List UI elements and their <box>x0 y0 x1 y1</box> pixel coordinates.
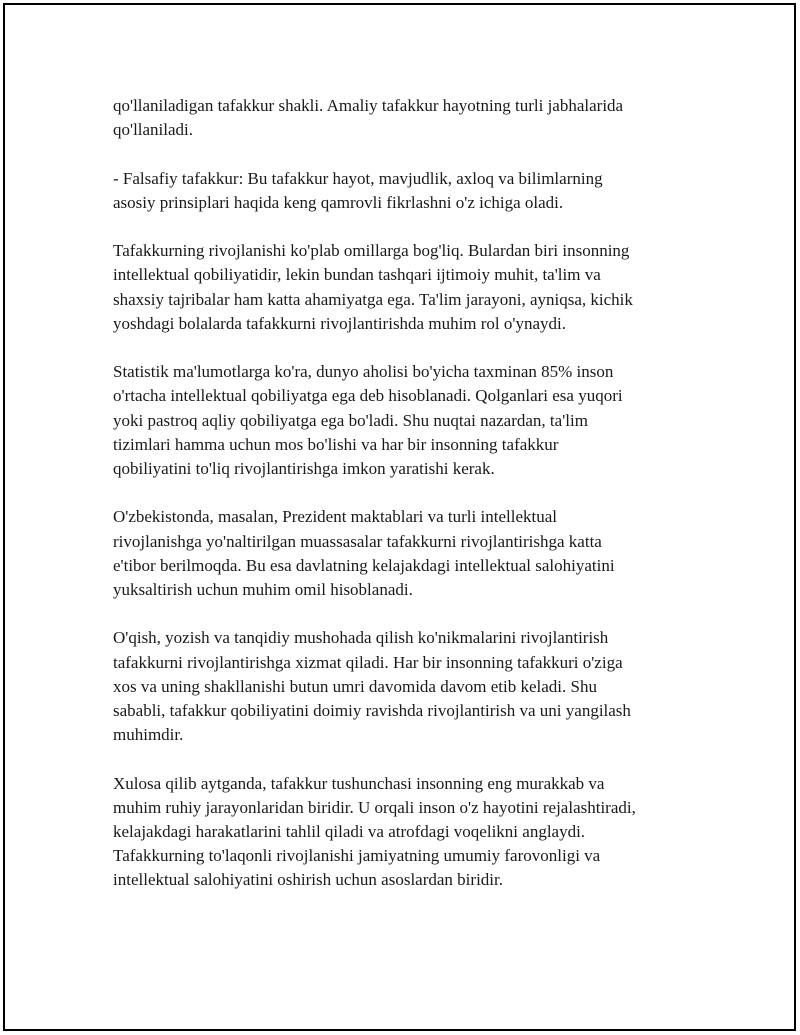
text-line: O'qish, yozish va tanqidiy mushohada qilish ko'nikmalarini rivojlantirish <box>113 628 609 648</box>
text-line: intellektual salohiyatini oshirish uchun asoslardan biridir. <box>113 870 503 890</box>
text-line: - Falsafiy tafakkur: Bu tafakkur hayot, mavjudlik, axloq va bilimlarning <box>113 168 603 188</box>
text-line: muhim ruhiy jarayonlaridan biridir. U orqali inson o'z hayotini rejalashtiradi, <box>113 797 636 817</box>
paragraph-6 <box>113 626 713 747</box>
text-line: rivojlanishga yo'naltirilgan muassasalar tafakkurni rivojlantirishga katta <box>113 531 602 551</box>
text-line: qobiliyatini to'liq rivojlantirishga imkon yaratishi kerak. <box>113 459 495 478</box>
paragraph-4 <box>113 360 713 481</box>
text-line: qo'llaniladi. <box>113 120 194 140</box>
text-line: tafakkurni rivojlantirishga xizmat qiladi. Har bir insonning tafakkuri o'ziga <box>113 652 623 672</box>
text-line: xos va uning shakllanishi butun umri davomida davom etib keladi. Shu <box>113 676 597 696</box>
text-line: e'tibor berilmoqda. Bu esa davlatning kelajakdagi intellektual salohiyatini <box>113 555 615 575</box>
paragraph-5 <box>113 505 713 602</box>
text-line: tizimlari hamma uchun mos bo'lishi va har bir insonning tafakkur <box>113 434 559 454</box>
paragraph-2 <box>113 167 713 215</box>
text-line: asosiy prinsiplari haqida keng qamrovli fikrlashni o'z ichiga oladi. <box>113 192 564 212</box>
text-line: yoshdagi bolalarda tafakkurni rivojlantirishda muhim rol o'ynaydi. <box>113 313 566 333</box>
text-line: o'rtacha intellektual qobiliyatga ega deb hisoblanadi. Qolganlari esa yuqori <box>113 386 623 406</box>
text-line: Statistik ma'lumotlarga ko'ra, dunyo aholisi bo'yicha taxminan 85% inson <box>113 362 614 382</box>
text-line: yoki pastroq aqliy qobiliyatga ega bo'ladi. Shu nuqtai nazardan, ta'lim <box>113 410 588 430</box>
text-line: Tafakkurning rivojlanishi ko'plab omillarga bog'liq. Bulardan biri insonning <box>113 241 630 261</box>
paragraph-7 <box>113 772 713 893</box>
text-line: Xulosa qilib aytganda, tafakkur tushunchasi insonning eng murakkab va <box>113 773 605 793</box>
text-line: intellektual qobiliyatidir, lekin bundan tashqari ijtimoiy muhit, ta'lim va <box>113 265 601 285</box>
text-line: O'zbekistonda, masalan, Prezident maktablari va turli intellektual <box>113 507 557 527</box>
paragraph-3 <box>113 239 713 336</box>
text-line: Tafakkurning to'laqonli rivojlanishi jamiyatning umumiy farovonligi va <box>113 846 601 866</box>
text-line: muhimdir. <box>113 725 184 745</box>
text-line: qo'llaniladigan tafakkur shakli. Amaliy tafakkur hayotning turli jabhalarida <box>113 96 624 115</box>
text-line: sababli, tafakkur qobiliyatini doimiy ravishda rivojlantirish va uni yangilash <box>113 701 631 720</box>
document-body <box>113 94 713 917</box>
text-line: kelajakdagi harakatlarini tahlil qiladi va atrofdagi voqelikni anglaydi. <box>113 822 586 841</box>
text-line: yuksaltirish uchun muhim omil hisoblanadi. <box>113 580 413 599</box>
text-line: shaxsiy tajribalar ham katta ahamiyatga ega. Ta'lim jarayoni, ayniqsa, kichik <box>113 289 633 309</box>
paragraph-1 <box>113 94 713 142</box>
